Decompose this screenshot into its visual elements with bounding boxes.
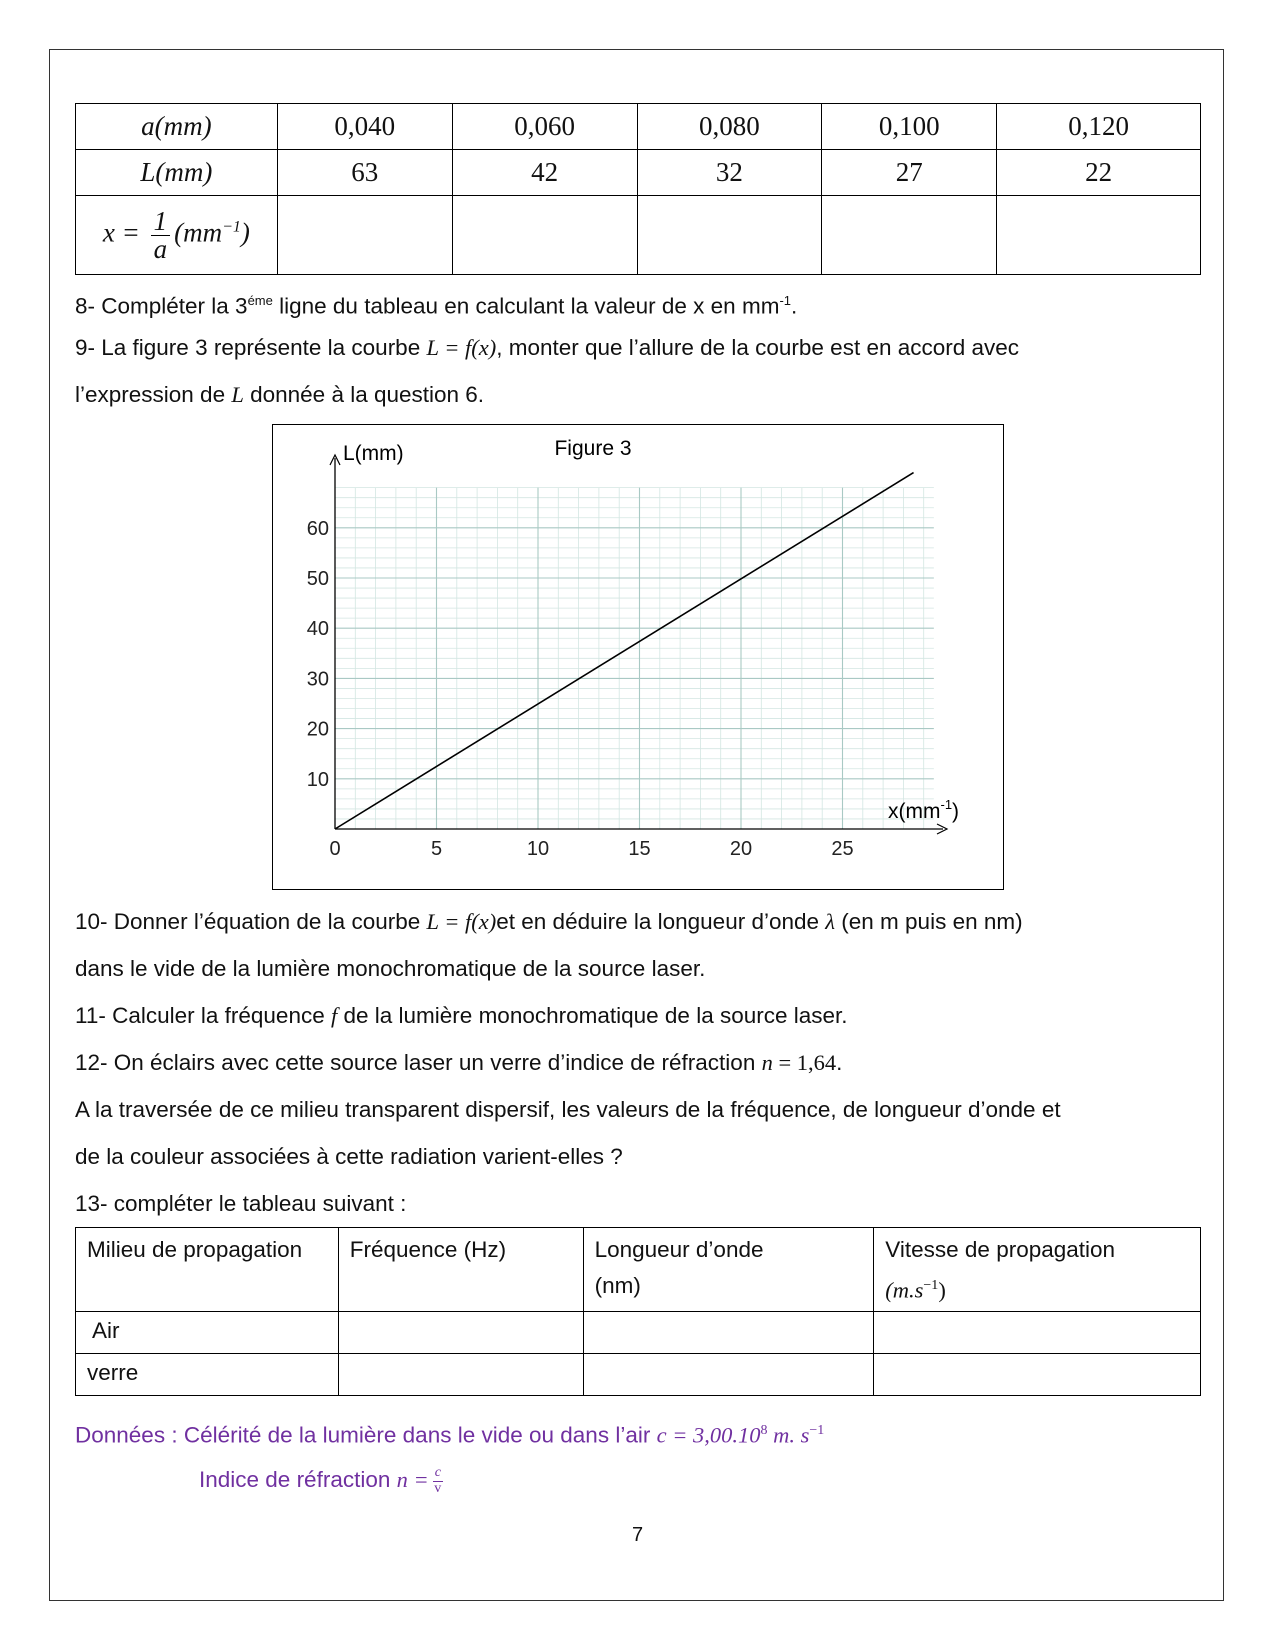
table-row-air <box>76 1311 1201 1353</box>
donnees-line2 <box>199 1466 443 1496</box>
row-label-L: L(mm) <box>76 150 278 196</box>
y-tick-label: 20 <box>306 718 329 741</box>
donnees-n-num: c <box>434 1465 441 1480</box>
cell-air-frequency[interactable] <box>338 1311 583 1353</box>
cell-x-3[interactable] <box>637 196 822 275</box>
cell-x-1[interactable] <box>277 196 452 275</box>
x-axis-label <box>888 797 959 823</box>
q9-line2-text-a: l’expression de <box>75 382 232 407</box>
donnees-c-exp: 8 <box>760 1423 768 1438</box>
x-axis-label-main: x(mm <box>888 800 941 823</box>
x-label-fraction <box>151 205 171 264</box>
page-number: 7 <box>631 1524 644 1546</box>
donnees-c-unit-exp: −1 <box>809 1423 825 1438</box>
cell-a-5: 0,120 <box>997 104 1201 150</box>
donnees-text-a: Données : Célérité de la lumière dans le vide ou dans l’air <box>75 1422 657 1448</box>
question-8 <box>75 287 797 321</box>
donnees-text-b: Indice de réfraction <box>199 1467 397 1493</box>
cell-x-2[interactable] <box>452 196 637 275</box>
q9-line2-math: L <box>231 382 244 407</box>
cell-glass-wavelength[interactable] <box>583 1353 874 1395</box>
y-axis-label: L(mm) <box>343 442 404 465</box>
q8-text-c: . <box>791 293 798 319</box>
donnees-c-unit: m. s <box>767 1422 810 1448</box>
header-speed-label: Vitesse de propagation <box>885 1237 1116 1262</box>
cell-air-speed[interactable] <box>874 1311 1201 1353</box>
series <box>335 473 914 829</box>
header-wavelength-label: Longueur d’onde <box>594 1237 764 1262</box>
q10-math: L = f(x) <box>426 909 497 934</box>
series-line <box>335 473 914 829</box>
x-tick-label: 5 <box>430 838 443 860</box>
cell-glass-frequency[interactable] <box>338 1353 583 1395</box>
q9-text-a: 9- La figure 3 représente la courbe <box>75 335 427 360</box>
cell-a-1: 0,040 <box>277 104 452 150</box>
x-label-lhs: x = <box>102 217 140 248</box>
q12-text-b: . <box>836 1050 843 1075</box>
row-label-x <box>76 196 278 275</box>
row-label-a: a(mm) <box>76 104 278 150</box>
chart-title: Figure 3 <box>554 437 632 460</box>
data-table-a-L-x <box>75 103 1201 275</box>
table-row-x <box>76 196 1201 275</box>
q8-text-a: 8- Compléter la 3 <box>75 293 248 319</box>
donnees-n-den: v <box>434 1480 442 1496</box>
cell-L-2: 42 <box>452 150 637 196</box>
question-9 <box>75 334 1019 362</box>
cell-L-5: 22 <box>997 150 1201 196</box>
cell-x-4[interactable] <box>822 196 997 275</box>
question-12 <box>75 1049 842 1077</box>
question-13: 13- compléter le tableau suivant : <box>75 1191 407 1216</box>
x-tick-label: 20 <box>729 838 753 860</box>
question-12-line3: de la couleur associées à cette radiation varient-elles ? <box>75 1144 623 1169</box>
axes <box>330 455 947 834</box>
x-label-close: ) <box>240 217 250 248</box>
x-tick-label: 25 <box>831 838 854 860</box>
x-tick-label: 15 <box>628 838 651 860</box>
header-frequency: Fréquence (Hz) <box>338 1228 583 1312</box>
question-10 <box>75 908 1023 936</box>
y-tick-label: 60 <box>306 517 329 540</box>
cell-air-wavelength[interactable] <box>583 1311 874 1353</box>
figure-3-chart <box>273 425 1002 888</box>
q11-text-b: de la lumière monochromatique de la source laser. <box>337 1003 848 1028</box>
speed-unit-close: ) <box>938 1277 946 1303</box>
x-label-num: 1 <box>151 208 171 236</box>
table-row-L <box>76 150 1201 196</box>
x-tick-label: 10 <box>526 838 550 860</box>
figure-3-box <box>272 424 1004 890</box>
q8-sup2: -1 <box>779 293 791 308</box>
question-11 <box>75 1002 848 1030</box>
cell-a-3: 0,080 <box>637 104 822 150</box>
q8-text-b: ligne du tableau en calculant la valeur de x en mm <box>272 293 780 319</box>
table-row-a <box>76 104 1201 150</box>
x-axis-label-exp: -1 <box>940 797 953 812</box>
q12-math: n <box>761 1050 773 1075</box>
x-label-unit: (mm <box>174 217 223 248</box>
y-tick-label: 50 <box>306 568 329 590</box>
speed-unit-exp: −1 <box>923 1278 939 1293</box>
q12-text-a: 12- On éclairs avec cette source laser un verre d’indice de réfraction <box>75 1050 762 1075</box>
q10-text-b: et en déduire la longueur d’onde <box>496 909 826 934</box>
question-9-line2 <box>75 381 484 409</box>
header-medium: Milieu de propagation <box>76 1228 339 1312</box>
donnees-n-fraction <box>433 1466 443 1496</box>
q10-lambda: λ <box>825 909 836 934</box>
cell-L-1: 63 <box>277 150 452 196</box>
y-tick-label: 40 <box>306 618 329 641</box>
cell-L-4: 27 <box>822 150 997 196</box>
donnees-line1 <box>75 1417 824 1450</box>
q9-math: L = f(x) <box>426 335 497 360</box>
cell-a-4: 0,100 <box>822 104 997 150</box>
x-tick-label: 0 <box>329 838 341 860</box>
q10-text-a: 10- Donner l’équation de la courbe <box>75 909 427 934</box>
propagation-table <box>75 1227 1201 1396</box>
header-speed-unit <box>885 1272 1189 1305</box>
x-axis-label-close: ) <box>952 800 960 823</box>
speed-unit-main: (m.s <box>885 1277 924 1303</box>
q10-text-c: (en m puis en nm) <box>835 909 1023 934</box>
y-tick-label: 30 <box>306 668 329 691</box>
grid-minor <box>335 488 934 829</box>
x-label-den: a <box>153 233 168 264</box>
question-10-line2: dans le vide de la lumière monochromatique de la source laser. <box>75 956 706 981</box>
header-wavelength <box>583 1228 874 1312</box>
q12-eq: = 1,64 <box>772 1050 837 1075</box>
cell-medium-glass: verre <box>76 1353 339 1395</box>
cell-medium-air: Air <box>76 1311 339 1353</box>
question-12-line2: A la traversée de ce milieu transparent dispersif, les valeurs de la fréquence, de longueur d’onde et <box>75 1097 1061 1122</box>
header-wavelength-unit: (nm) <box>594 1273 641 1298</box>
cell-glass-speed[interactable] <box>874 1353 1201 1395</box>
donnees-n-eq: n = <box>396 1467 429 1493</box>
cell-a-2: 0,060 <box>452 104 637 150</box>
q9-text-b: , monter que l’allure de la courbe est en accord avec <box>496 335 1020 360</box>
y-tick-label: 10 <box>306 768 329 791</box>
q11-math: f <box>330 1003 338 1028</box>
q8-sup: éme <box>247 293 273 308</box>
table-row-glass <box>76 1353 1201 1395</box>
cell-L-3: 32 <box>637 150 822 196</box>
q11-text-a: 11- Calculer la fréquence <box>75 1003 331 1028</box>
cell-x-5[interactable] <box>997 196 1201 275</box>
x-label-exp: −1 <box>222 218 241 236</box>
header-speed <box>874 1228 1201 1312</box>
q9-line2-text-b: donnée à la question 6. <box>243 382 485 407</box>
table-header-row <box>76 1228 1201 1312</box>
donnees-c-value: c = 3,00.10 <box>656 1422 761 1448</box>
